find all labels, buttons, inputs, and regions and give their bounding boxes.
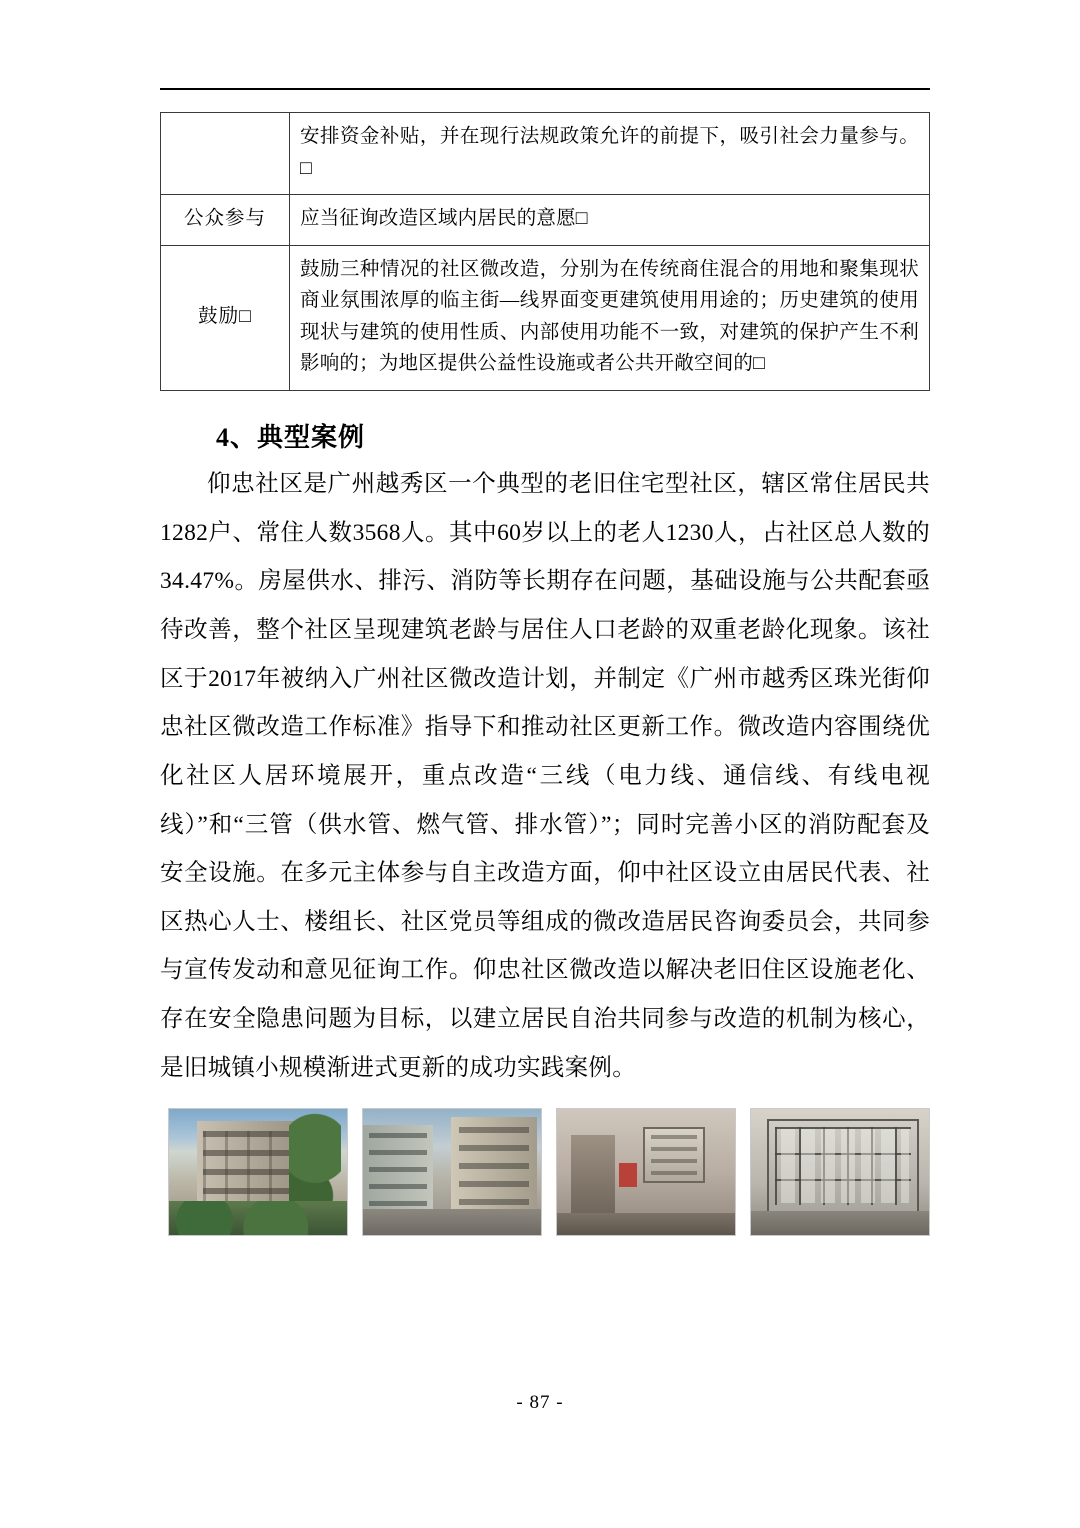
poster-shape xyxy=(619,1163,637,1187)
section-paragraph: 仰忠社区是广州越秀区一个典型的老旧住宅型社区，辖区常住居民共1282户、常住人数3568人。其中60岁以上的老人1230人，占社区总人数的34.47%。房屋供水、排污、消防等长期存在问题，基础设施与公共配套亟待改善，整个社区呈现建筑老龄与居住人口老龄的双重老龄化现象。该社区于2017年被纳入广州社区微改造计划，并制定《广州市越秀区珠光街仰忠社区微改造工作标准》指导下和推动社区更新工作。微改造内容围绕优化社区人居环境展开，重点改造“三线（电力线、通信线、有线电视线）”和“三管（供水管、燃气管、排水管）”；同时完善小区的消防配套及安全设施。在多元主体参与自主改造方面，仰中社区设立由居民代表、社区热心人士、楼组长、社区党员等组成的微改造居民咨询委员会，共同参与宣传发动和意见征询工作。仰忠社区微改造以解决老旧住区设施老化、存在安全隐患问题为目标，以建立居民自治共同参与改造的机制为核心，是旧城镇小规模渐进式更新的成功实践案例。 xyxy=(160,471,930,1081)
header-rule xyxy=(160,88,930,90)
greenery-shape xyxy=(169,1201,347,1235)
figure-image-1 xyxy=(168,1108,348,1236)
table-body-cell: 应当征询改造区域内居民的意愿□ xyxy=(290,195,930,246)
door-shape xyxy=(571,1135,615,1221)
floor-shape xyxy=(751,1211,929,1235)
table-row xyxy=(161,195,930,246)
table-body-cell: 鼓励三种情况的社区微改造，分别为在传统商住混合的用地和聚集现状商业氛围浓厚的临主街—线界面变更建筑使用用途的；历史建筑的使用现状与建筑的使用性质、内部使用功能不一致，对建筑的保护产生不利影响的；为地区提供公益性设施或者公共开敞空间的□ xyxy=(290,245,930,390)
section-title: 4、典型案例 xyxy=(216,423,366,453)
building-left-shape xyxy=(363,1125,433,1217)
figure-image-3 xyxy=(556,1108,736,1236)
figure-image-4 xyxy=(750,1108,930,1236)
table-label-cell xyxy=(161,113,290,195)
building-right-shape xyxy=(451,1117,537,1221)
policy-table xyxy=(160,112,930,391)
road-shape xyxy=(363,1209,541,1235)
table-row xyxy=(161,113,930,195)
wall-electric-box-shape xyxy=(643,1127,705,1183)
table-body-cell: 安排资金补贴，并在现行法规政策允许的前提下，吸引社会力量参与。□ xyxy=(290,113,930,195)
meter-panel-shape xyxy=(767,1119,919,1213)
table-label-cell: 鼓励□ xyxy=(161,245,290,390)
figure-image-2 xyxy=(362,1108,542,1236)
page-content xyxy=(160,88,930,1236)
figure-row xyxy=(160,1108,930,1236)
floor-shape xyxy=(557,1213,735,1235)
page-number: - 87 - xyxy=(516,1392,564,1413)
table-label-cell: 公众参与 xyxy=(161,195,290,246)
table-row xyxy=(161,245,930,390)
